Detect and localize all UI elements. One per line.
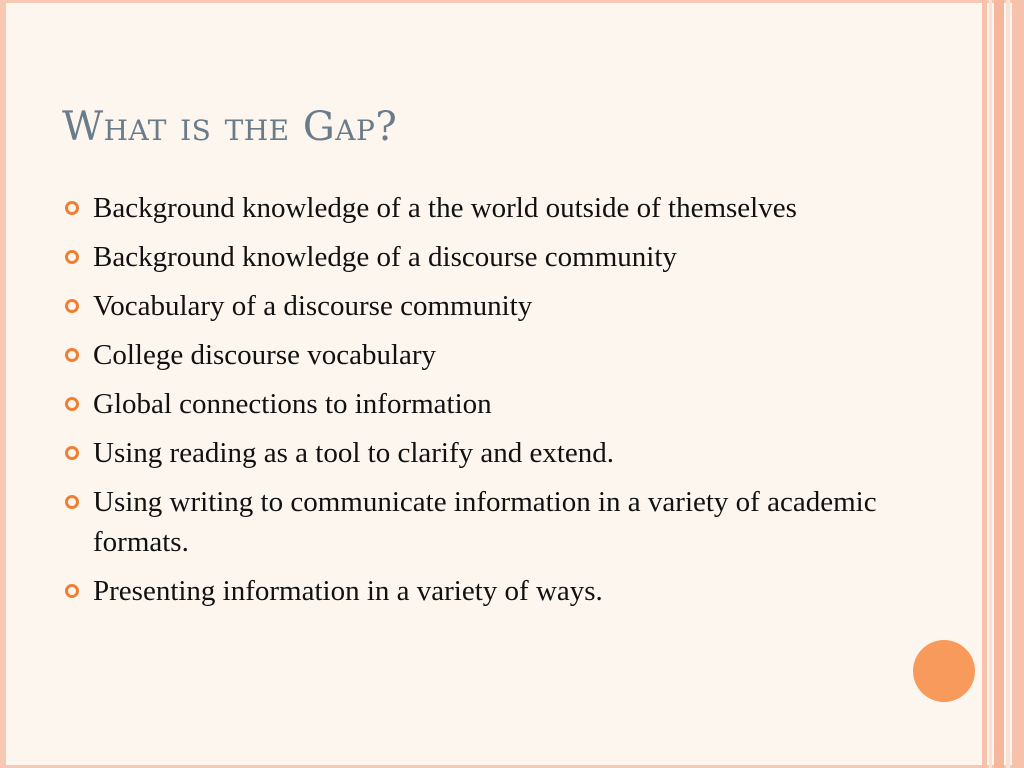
- bullet-item: [62, 571, 882, 611]
- bullet-text: Background knowledge of a discourse community: [93, 241, 677, 273]
- bullet-circle-icon: [65, 348, 79, 362]
- decorative-stripe: [989, 0, 992, 768]
- bullet-item: [62, 188, 882, 228]
- bullet-text: Global connections to information: [93, 388, 492, 420]
- bullet-circle-icon: [65, 397, 79, 411]
- bullet-circle-icon: [65, 446, 79, 460]
- accent-circle-icon: [913, 640, 975, 702]
- decorative-stripe: [994, 0, 1004, 768]
- bullet-circle-icon: [65, 299, 79, 313]
- bullet-item: [62, 335, 882, 375]
- bullet-text: Presenting information in a variety of ways.: [93, 575, 603, 607]
- bullet-circle-icon: [65, 201, 79, 215]
- frame-border-top: [0, 0, 1024, 3]
- bullet-item: [62, 237, 882, 277]
- bullet-text: Using writing to communicate information in a variety of academic formats.: [93, 486, 877, 558]
- bullet-circle-icon: [65, 495, 79, 509]
- bullet-text: College discourse vocabulary: [93, 339, 437, 371]
- bullet-text: Using reading as a tool to clarify and extend.: [93, 437, 615, 469]
- bullet-item: [62, 286, 882, 326]
- bullet-circle-icon: [65, 584, 79, 598]
- slide-title: What is the Gap?: [62, 104, 398, 150]
- bullet-circle-icon: [65, 250, 79, 264]
- bullet-list: [62, 188, 882, 620]
- decorative-stripe: [1006, 0, 1010, 768]
- decorative-stripe: [1012, 0, 1024, 768]
- bullet-item: [62, 482, 882, 562]
- bullet-text: Background knowledge of a the world outside of themselves: [93, 192, 797, 224]
- frame-border-left: [0, 0, 6, 768]
- bullet-item: [62, 384, 882, 424]
- bullet-text: Vocabulary of a discourse community: [93, 290, 533, 322]
- decorative-stripe: [982, 0, 987, 768]
- bullet-item: [62, 433, 882, 473]
